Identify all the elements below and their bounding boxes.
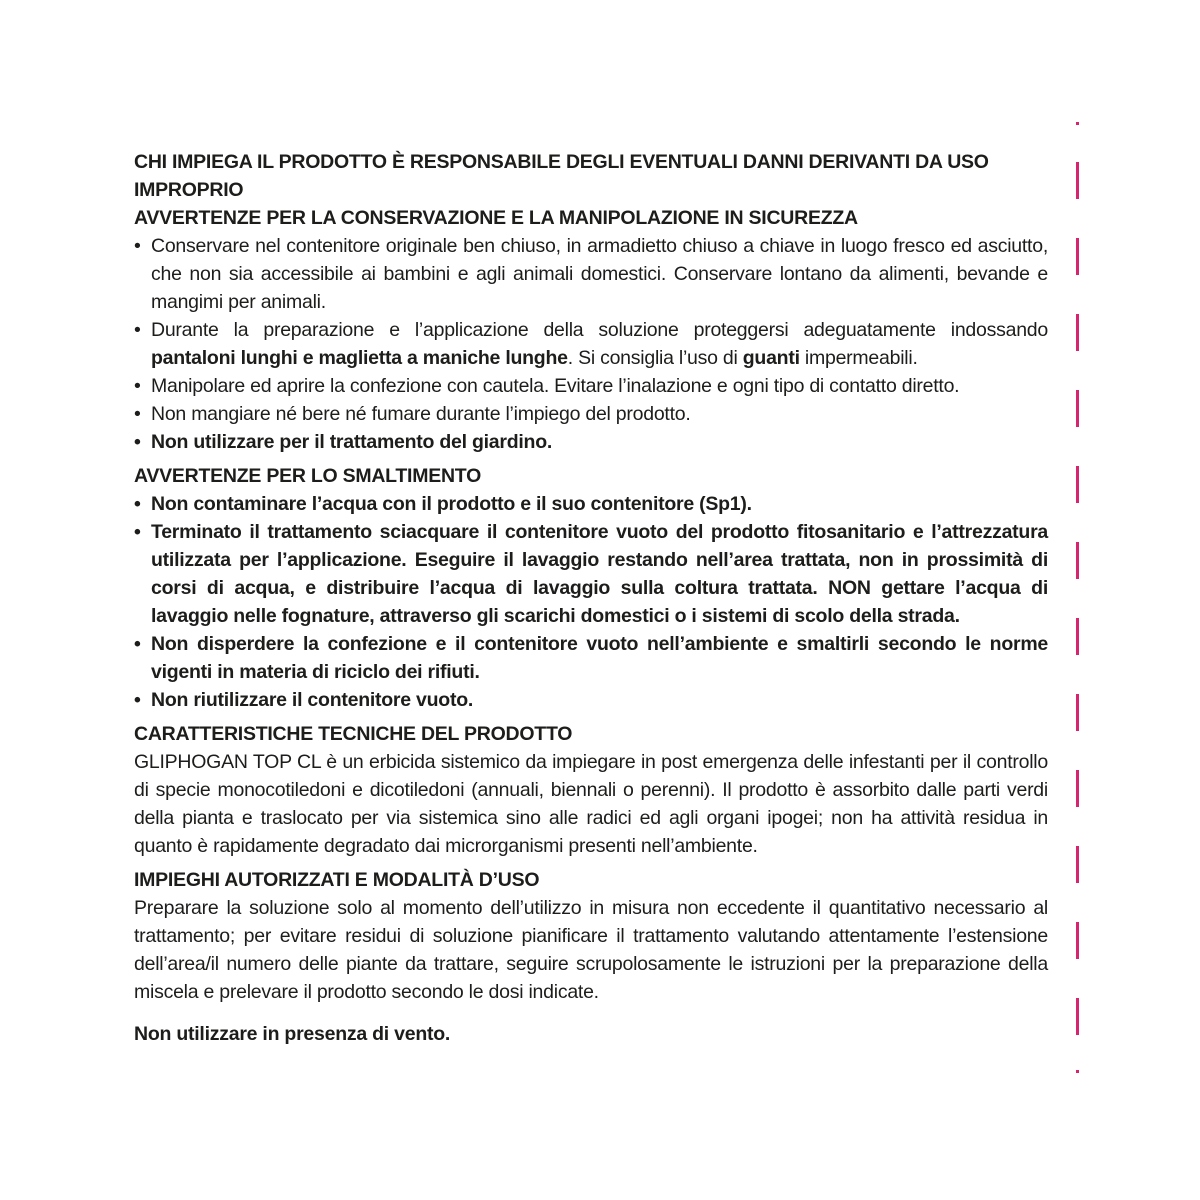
cut-marks <box>1076 0 1080 1200</box>
disposal-item-text: Non disperdere la confezione e il contenitore vuoto nell’ambiente e smaltirli secondo le norme vigenti in materia di riciclo dei rifiuti. <box>151 633 1048 683</box>
cut-mark <box>1076 618 1079 655</box>
cut-mark <box>1076 998 1079 1035</box>
usage-paragraph: Preparare la soluzione solo al momento dell’utilizzo in misura non eccedente il quantitativo necessario al trattamento; per evitare residui di soluzione pianificare il trattamento valutando attentamente l’estensione dell’area/il numero delle piante da trattare, seguire scrupolosamente le istruzioni per la preparazione della miscela e prelevare il prodotto secondo le dosi indicate. <box>134 897 1048 1003</box>
technical-heading: CARATTERISTICHE TECNICHE DEL PRODOTTO <box>134 723 573 745</box>
storage-item-emphasis: guanti <box>742 347 800 369</box>
cut-mark <box>1076 542 1079 579</box>
list-item <box>134 316 1048 372</box>
list-item <box>134 630 1048 686</box>
list-item <box>134 686 1048 714</box>
list-item <box>134 400 1048 428</box>
cut-mark <box>1076 466 1079 503</box>
list-item <box>134 372 1048 400</box>
storage-item-text: . Si consiglia l’uso di <box>567 347 743 369</box>
disposal-heading: AVVERTENZE PER LO SMALTIMENTO <box>134 465 482 487</box>
disposal-item-text: Terminato il trattamento sciacquare il contenitore vuoto del prodotto fitosanitario e l’attrezzatura utilizzata per l’applicazione. Eseguire il lavaggio restando nell’area trattata, non in prossimità di corsi di acqua, e distribuire l’acqua di lavaggio sulla coltura trattata. NON gettare l’acqua di lavaggio nelle fognature, attraverso gli scarichi domestici o i sistemi di scolo della strada. <box>151 521 1048 627</box>
storage-item-text: Non utilizzare per il trattamento del giardino. <box>151 431 553 453</box>
cut-mark <box>1076 846 1079 883</box>
storage-item-text: Non mangiare né bere né fumare durante l’impiego del prodotto. <box>151 403 691 425</box>
technical-paragraph: GLIPHOGAN TOP CL è un erbicida sistemico da impiegare in post emergenza delle infestanti per il controllo di specie monocotiledoni e dicotiledoni (annuali, biennali o perenni). Il prodotto è assorbito dalle parti verdi della pianta e traslocato per via sistemica sino alle radici ed agli organi ipogei; non ha attività residua in quanto è rapidamente degradato dai microrganismi presenti nell’ambiente. <box>134 751 1048 857</box>
responsibility-heading: CHI IMPIEGA IL PRODOTTO È RESPONSABILE DEGLI EVENTUALI DANNI DERIVANTI DA USO IMPROPRIO <box>134 151 989 201</box>
cut-mark <box>1076 162 1079 199</box>
disposal-item-text: Non contaminare l’acqua con il prodotto e il suo contenitore (Sp1). <box>151 493 752 515</box>
storage-item-emphasis: pantaloni lunghi e maglietta a maniche lunghe <box>151 347 568 369</box>
storage-item-text: Durante la preparazione e l’applicazione della soluzione proteggersi adeguatamente indossando <box>151 319 1048 341</box>
usage-heading: IMPIEGHI AUTORIZZATI E MODALITÀ D’USO <box>134 869 540 891</box>
cut-mark <box>1076 922 1079 959</box>
wind-warning: Non utilizzare in presenza di vento. <box>134 1023 451 1045</box>
storage-item-text: Manipolare ed aprire la confezione con cautela. Evitare l’inalazione e ogni tipo di contatto diretto. <box>151 375 960 397</box>
disposal-item-text: Non riutilizzare il contenitore vuoto. <box>151 689 474 711</box>
list-item <box>134 428 1048 456</box>
storage-item-text: impermeabili. <box>799 347 918 369</box>
storage-heading: AVVERTENZE PER LA CONSERVAZIONE E LA MANIPOLAZIONE IN SICUREZZA <box>134 207 858 229</box>
cut-mark <box>1076 314 1079 351</box>
cut-mark <box>1076 1070 1079 1073</box>
cut-mark <box>1076 770 1079 807</box>
disposal-list <box>134 490 1048 714</box>
list-item <box>134 490 1048 518</box>
cut-mark <box>1076 390 1079 427</box>
storage-item-text: Conservare nel contenitore originale ben chiuso, in armadietto chiuso a chiave in luogo fresco ed asciutto, che non sia accessibile ai bambini e agli animali domestici. Conservare lontano da alimenti, bevande e mangimi per animali. <box>151 235 1048 313</box>
product-label-text <box>134 148 1048 1048</box>
cut-mark <box>1076 238 1079 275</box>
storage-list <box>134 232 1048 456</box>
list-item <box>134 232 1048 316</box>
list-item <box>134 518 1048 630</box>
cut-mark <box>1076 122 1079 125</box>
cut-mark <box>1076 694 1079 731</box>
